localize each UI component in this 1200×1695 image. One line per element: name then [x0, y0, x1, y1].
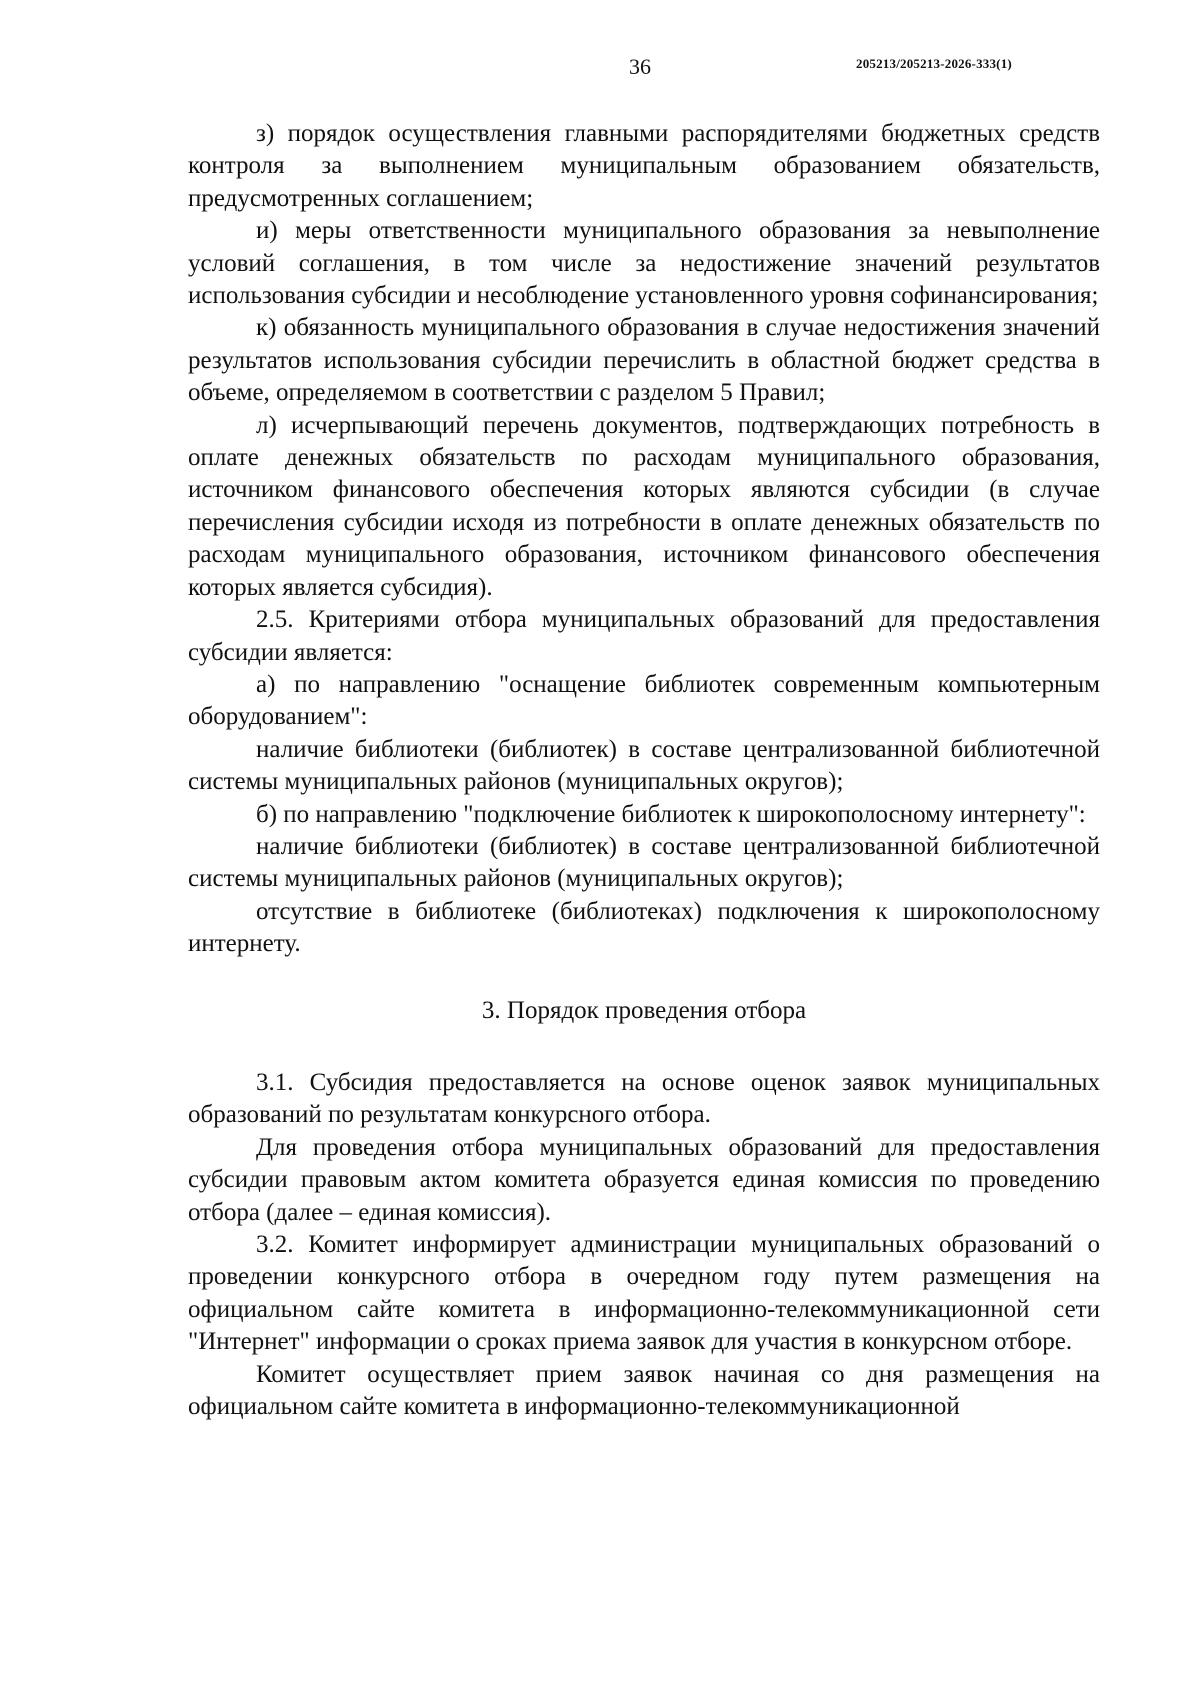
paragraph-criteria-b-condition-2: отсутствие в библиотеке (библиотеках) подключения к широкополосному интернету.: [188, 897, 1100, 958]
paragraph-i: и) меры ответственности муниципального образования за невыполнение условий соглашения, в том числе за недостижение значений результатов использования субсидии и несоблюдение установленного уровня софинансирования;: [188, 217, 1100, 310]
paragraph-3-1: 3.1. Субсидия предоставляется на основе оценок заявок муниципальных образований по результатам конкурсного отбора.: [188, 1068, 1100, 1129]
document-code: 205213/205213-2026-333(1): [856, 56, 1012, 71]
paragraph-criteria-a-condition: наличие библиотеки (библиотек) в составе централизованной библиотечной системы муниципальных районов (муниципальных округов);: [188, 735, 1100, 796]
page-number: 36: [629, 54, 651, 79]
paragraph-commission: Для проведения отбора муниципальных образований для предоставления субсидии правовым актом комитета образуется единая комиссия по проведению отбора (далее – единая комиссия).: [188, 1133, 1100, 1226]
paragraph-criteria-a: а) по направлению "оснащение библиотек современным компьютерным оборудованием":: [188, 670, 1100, 731]
document-body: [188, 118, 1100, 1423]
paragraph-l: л) исчерпывающий перечень документов, подтверждающих потребность в оплате денежных обязательств по расходам муниципального образования, источником финансового обеспечения которых являются субсидии (в случае перечисления субсидии исходя из потребности в оплате денежных обязательств по расходам муниципального образования, источником финансового обеспечения которых является субсидия).: [188, 411, 1100, 601]
paragraph-criteria-b: б) по направлению "подключение библиотек к широкополосному интернету":: [256, 800, 1086, 828]
paragraph-criteria-b-condition-1: наличие библиотеки (библиотек) в составе централизованной библиотечной системы муниципальных районов (муниципальных округов);: [188, 832, 1100, 893]
paragraph-z: з) порядок осуществления главными распорядителями бюджетных средств контроля за выполнением муниципальным образованием обязательств, предусмотренных соглашением;: [188, 120, 1100, 212]
paragraph-2-5: 2.5. Критериями отбора муниципальных образований для предоставления субсидии является:: [188, 606, 1100, 666]
paragraph-3-2: 3.2. Комитет информирует администрации муниципальных образований о проведении конкурсного отбора в очередном году путем размещения на официальном сайте комитета в информационно-телекоммуникационной сети "Интернет" информации о сроках приема заявок для участия в конкурсном отборе.: [188, 1231, 1100, 1356]
paragraph-applications: Комитет осуществляет прием заявок начиная со дня размещения на официальном сайте комитета в информационно-телекоммуникационной: [188, 1360, 1100, 1421]
paragraph-k: к) обязанность муниципального образования в случае недостижения значений результатов использования субсидии перечислить в областной бюджет средства в объеме, определяемом в соответствии с разделом 5 Правил;: [188, 314, 1100, 407]
section-heading: 3. Порядок проведения отбора: [481, 996, 807, 1024]
